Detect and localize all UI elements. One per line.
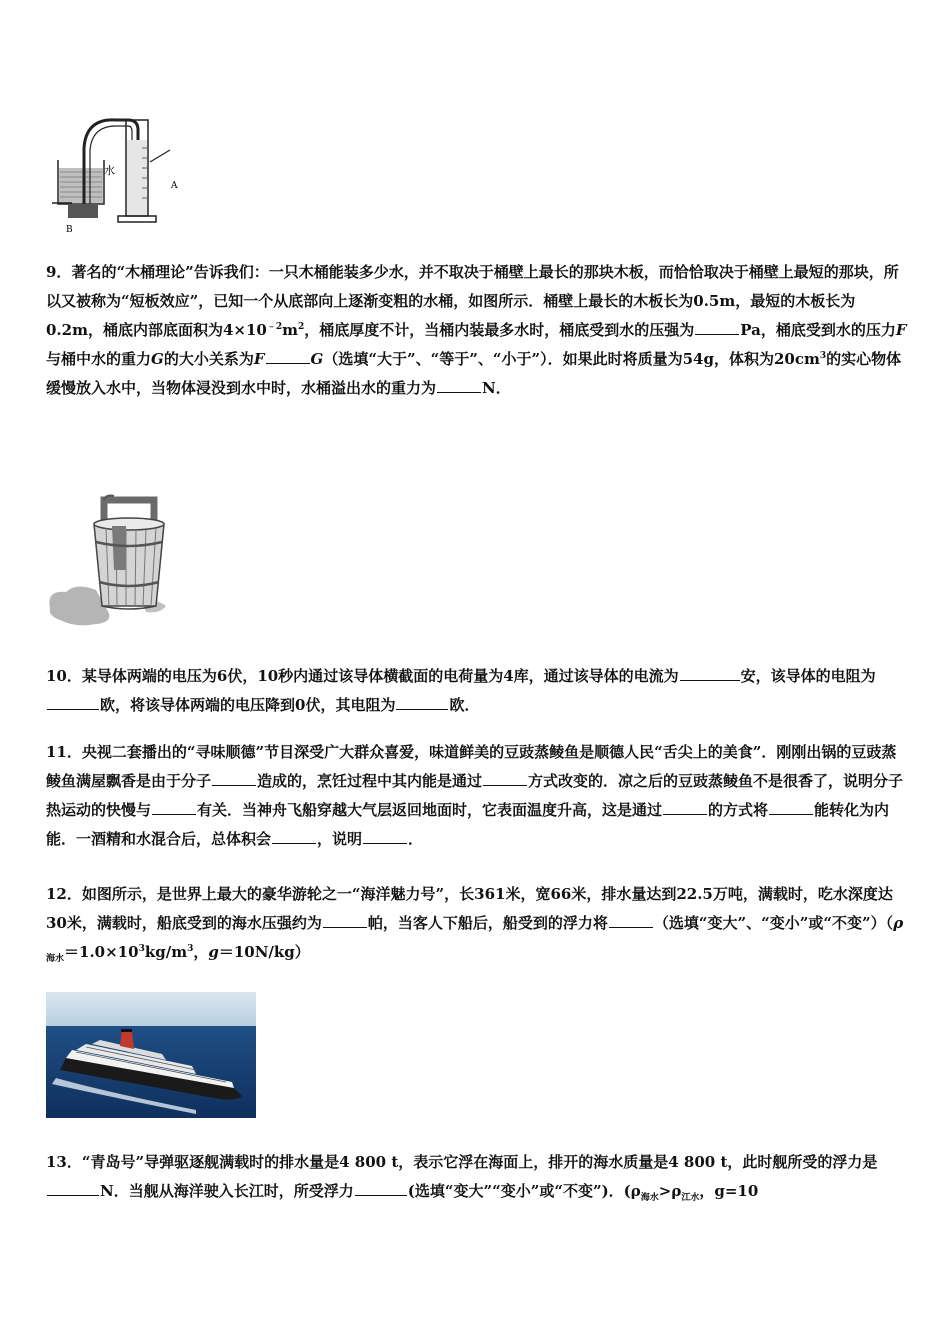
question-text: 安，该导体的电阻为 [740, 667, 876, 685]
answer-blank[interactable] [266, 348, 310, 364]
question-number: 13． [46, 1153, 82, 1171]
answer-blank[interactable] [695, 319, 739, 335]
answer-blank[interactable] [363, 828, 407, 844]
siphon-label-b: B [66, 225, 73, 234]
answer-blank[interactable] [663, 799, 707, 815]
question-number: 12． [46, 885, 82, 903]
ship-figure [46, 992, 256, 1118]
question-text: 如图所示，是世界上最大的豪华游轮之一“海洋魅力号”，长361米，宽66米，排水量达到22.5万吨，满载时，吃水深度达30米，满载时，船底受到的海水压强约为 [46, 885, 893, 932]
question-text: 欧． [449, 696, 480, 714]
answer-blank[interactable] [47, 694, 99, 710]
question-text: 央视二套播出的“寻味顺德”节目深受广大群众喜爱，味道鲜美的豆豉蒸鲮鱼是顺德人民“舌尖上的美食”．刚刚出锅的豆豉蒸鲮鱼满屋飘香是由于分子 [46, 743, 897, 790]
exponent: 3 [187, 944, 194, 954]
question-text: m [282, 321, 298, 339]
question-12 [46, 880, 908, 967]
question-text: 帕，当客人下船后，船受到的浮力将 [367, 914, 608, 932]
answer-blank[interactable] [355, 1180, 407, 1196]
exponent: 2 [298, 322, 305, 332]
question-text: ＝1.0×10 [64, 943, 139, 961]
exponent: 3 [138, 944, 145, 954]
question-11 [46, 738, 908, 854]
question-text: （选填“变大”、“变小”或“不变”）（ [653, 914, 894, 932]
question-text: 的大小关系为 [163, 350, 254, 368]
question-text: （选填“大于”、“等于”、“小于”）．如果此时将质量为54g，体积为20cm [323, 350, 820, 368]
question-text: ，桶底厚度不计，当桶内装最多水时，桶底受到水的压强为 [304, 321, 695, 339]
answer-blank[interactable] [680, 665, 740, 681]
symbol-g: G [310, 350, 324, 368]
answer-blank[interactable] [769, 799, 813, 815]
answer-blank[interactable] [323, 912, 367, 928]
question-text: kg/m [144, 943, 188, 961]
symbol-g: g [208, 943, 219, 961]
exponent: ﹣2 [266, 322, 283, 332]
subscript: 江水 [681, 1193, 700, 1203]
symbol-g: G [151, 350, 164, 368]
question-text: >ρ [658, 1182, 682, 1200]
question-text: “青岛号”导弹驱逐舰满载时的排水量是4 800 t，表示它浮在海面上，排开的海水质量是4 800 t，此时舰所受的浮力是 [81, 1153, 878, 1171]
siphon-figure [46, 108, 186, 234]
question-number: 9． [46, 263, 72, 281]
question-13 [46, 1148, 908, 1206]
question-text: 有关．当神舟飞船穿越大气层返回地面时，它表面温度升高，这是通过 [197, 801, 663, 819]
answer-blank[interactable] [483, 770, 527, 786]
symbol-f: F [895, 321, 907, 339]
question-number: 10． [46, 667, 82, 685]
question-text: ＝10N/kg） [218, 943, 310, 961]
question-text: 与桶中水的重力 [46, 350, 152, 368]
question-text: Pa，桶底受到水的压力 [740, 321, 896, 339]
answer-blank[interactable] [396, 694, 448, 710]
question-text: (选填“变大”“变小”或“不变”)．(ρ [407, 1182, 641, 1200]
symbol-rho: ρ [893, 914, 904, 932]
answer-blank[interactable] [212, 770, 256, 786]
subscript: 海水 [46, 954, 65, 964]
answer-blank[interactable] [437, 377, 481, 393]
question-text: ，说明 [317, 830, 363, 848]
subscript: 海水 [640, 1193, 659, 1203]
answer-blank[interactable] [272, 828, 316, 844]
question-text: 的实心物体缓慢放入水中，当物体浸没到水中时，水桶溢出水的重力为 [46, 350, 902, 397]
question-number: 11． [46, 743, 82, 761]
question-text: 能转化为内能．一酒精和水混合后，总体积会 [46, 801, 890, 848]
question-text: N．当舰从海洋驶入长江时，所受浮力 [100, 1182, 354, 1200]
question-text: 著名的“木桶理论”告诉我们：一只木桶能装多少水，并不取决于桶壁上最长的那块木板，而恰恰取决于桶壁上最短的那块，所以又被称为“短板效应”，已知一个从底部向上逐渐变粗的水桶，如图所示．桶壁上最长的木板长为0.5m，最短的木板长为0.2m，桶底内部底面积为4×10 [46, 263, 899, 339]
question-text: ． [408, 830, 424, 848]
question-9 [46, 258, 908, 403]
bucket-figure [46, 490, 186, 628]
question-text: 造成的，烹饪过程中其内能是通过 [257, 772, 483, 790]
question-text: 的方式将 [708, 801, 769, 819]
question-text: ， [193, 943, 209, 961]
symbol-f: F [253, 350, 265, 368]
question-text: ，g=10 [699, 1182, 759, 1200]
answer-blank[interactable] [609, 912, 653, 928]
siphon-water-label: 水 [104, 164, 115, 177]
question-10 [46, 662, 908, 720]
question-text: 某导体两端的电压为6伏，10秒内通过该导体横截面的电荷量为4库，通过该导体的电流为 [81, 667, 679, 685]
question-text: 方式改变的．凉之后的豆豉蒸鲮鱼不是很香了，说明分子热运动的快慢与 [46, 772, 904, 819]
question-text: 欧，将该导体两端的电压降到0伏，其电阻为 [100, 696, 396, 714]
answer-blank[interactable] [47, 1180, 99, 1196]
answer-blank[interactable] [152, 799, 196, 815]
siphon-label-a: A [171, 181, 178, 191]
question-text: N． [482, 379, 511, 397]
exponent: 3 [819, 351, 827, 361]
